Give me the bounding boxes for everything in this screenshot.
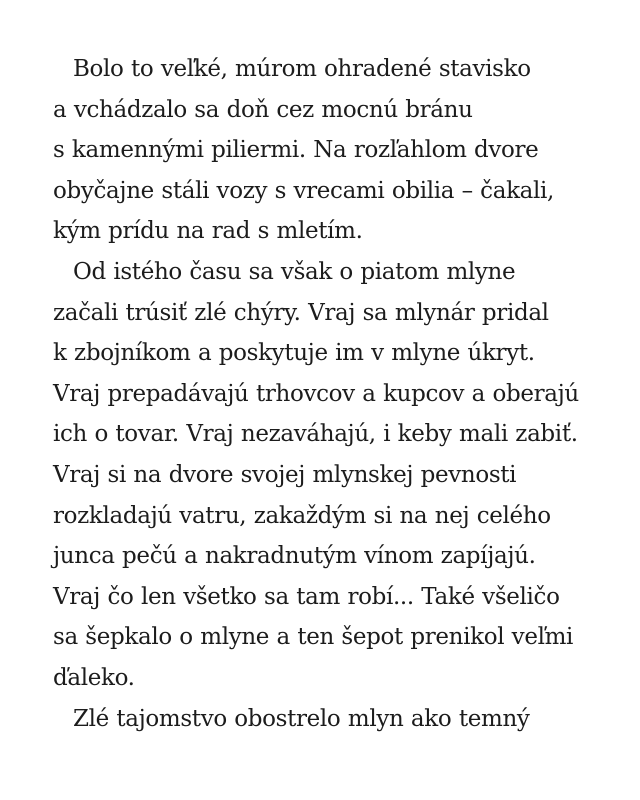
text-line: rozkladajú vatru, zakaždým si na nej celého: [53, 502, 551, 529]
paragraph-1: [53, 49, 613, 252]
text-line: k zbojníkom a poskytuje im v mlyne úkryt.: [53, 340, 535, 367]
text-line: sa šepkalo o mlyne a ten šepot prenikol veľmi: [53, 624, 574, 651]
text-line: junca pečú a nakradnutým vínom zapíjajú.: [53, 543, 536, 570]
text-line: Bolo to veľké, múrom ohradené stavisko: [73, 56, 531, 82]
text-line: začali trúsiť zlé chýry. Vraj sa mlynár pridal: [53, 299, 549, 326]
text-line: a vchádzalo sa doň cez mocnú bránu: [53, 96, 473, 123]
text-line: Od istého času sa však o piatom mlyne: [73, 258, 516, 285]
text-line: Vraj si na dvore svojej mlynskej pevnosti: [53, 461, 517, 488]
text-line: ďaleko.: [53, 664, 135, 691]
text-line: obyčajne stáli vozy s vrecami obilia – čakali,: [53, 177, 554, 204]
text-line: Vraj prepadávajú trhovcov a kupcov a oberajú: [53, 380, 579, 407]
text-line: ich o tovar. Vraj nezaváhajú, i keby mali zabiť.: [53, 421, 578, 448]
paragraph-2: [53, 252, 613, 699]
text-line: s kamennými piliermi. Na rozľahlom dvore: [53, 137, 539, 164]
text-line: Vraj čo len všetko sa tam robí... Také všeličo: [53, 583, 560, 610]
body-text: [53, 49, 613, 739]
paragraph-3: [53, 699, 613, 740]
text-line: Zlé tajomstvo obostrelo mlyn ako temný: [73, 705, 530, 732]
text-line: kým prídu na rad s mletím.: [53, 218, 363, 245]
